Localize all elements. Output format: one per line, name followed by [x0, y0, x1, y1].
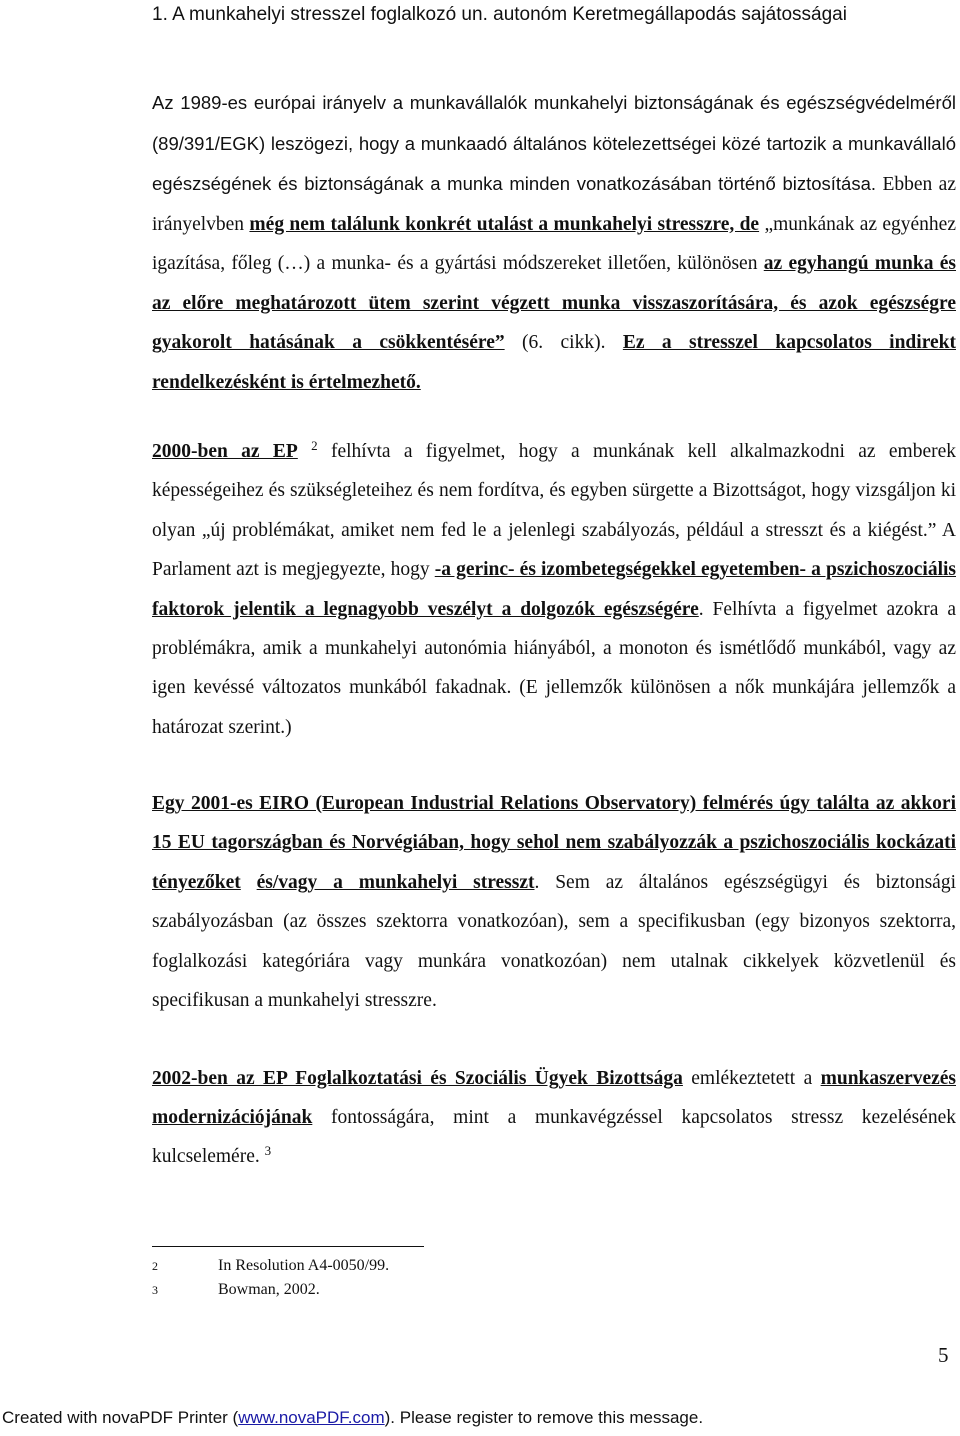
- text-run: felhívta a figyelmet, hogy a munkának kell alkalmazkodni az emberek képességeihez és szükségleteihez és nem fordítva, és egyben sürgette a Bizottságot, hogy vizsgáljon ki olyan „új problémákat, amiket nem fed le a jelenlegi szabályozás, például a stresszt és a kiégést.” A Parlament azt is megjegyezte, hogy: [152, 441, 957, 581]
- footnote-ref: 3: [264, 1143, 272, 1158]
- footnote-text: Bowman, 2002.: [218, 1281, 320, 1298]
- text-run: [241, 872, 257, 893]
- novapdf-banner: [2, 1408, 703, 1428]
- text-run: „munkának az egyénhez igazítása, főleg (…) a munka- és a gyártási módszereket illetően, különösen: [152, 213, 956, 274]
- underlined-bold-text: Egy 2001-es EIRO (European Industrial Relations Observatory) felmérés úgy találta az akkori 15 EU tagországban és Norvégiában, hogy sehol nem szabályozzák a pszichoszociális kockázati tényezőket: [152, 793, 956, 893]
- underlined-bold-text: Ez a stresszel kapcsolatos indirekt rendelkezésként is értelmezhető.: [152, 332, 956, 393]
- footnote-number: 3: [152, 1283, 158, 1297]
- text-run: Ebben az irányelvben: [152, 174, 956, 235]
- underlined-bold-text: 2002-ben az EP Foglalkoztatási és Szociális Ügyek Bizottsága: [152, 1068, 683, 1089]
- underlined-bold-text: -a gerinc- és izombetegségekkel egyetemben- a pszichoszociális faktorok jelentik a legnagyobb veszélyt a dolgozók egészségére: [152, 559, 956, 620]
- paragraph-1: [152, 83, 956, 402]
- text-run: emlékeztetett a: [682, 1068, 821, 1089]
- banner-prefix: Created with novaPDF Printer (: [2, 1408, 239, 1427]
- footnote: [152, 1256, 389, 1276]
- underlined-bold-text: 2000-ben az EP: [152, 441, 298, 462]
- paragraph-2: [152, 432, 956, 747]
- underlined-bold-text: még nem találunk konkrét utalást a munkahelyi stresszre, de: [249, 213, 760, 235]
- paragraph-3: [152, 784, 956, 1020]
- banner-suffix: ). Please register to remove this message.: [384, 1408, 704, 1427]
- section-heading: 1. A munkahelyi stresszel foglalkozó un. autonóm Keretmegállapodás sajátosságai: [152, 4, 847, 25]
- underlined-bold-text: és/vagy a munkahelyi stresszt: [256, 871, 535, 893]
- footnote-divider: [152, 1246, 424, 1247]
- footnote-number: 2: [152, 1259, 158, 1273]
- page-number: 5: [938, 1343, 949, 1367]
- underlined-bold-text: az egyhangú munka és az előre meghatározott ütem szerint végzett munka visszaszorítására, és azok egészségre gyakorolt hatásának a csökkentésére”: [152, 253, 956, 353]
- paragraph-4: [152, 1059, 956, 1176]
- footnote-text: In Resolution A4-0050/99.: [218, 1257, 390, 1274]
- footnote-ref: 2: [311, 438, 318, 453]
- underlined-bold-text: munkaszervezés modernizációjának: [152, 1068, 956, 1128]
- text-run: fontosságára, mint a munkavégzéssel kapcsolatos stressz kezelésének kulcselemére.: [152, 1107, 956, 1167]
- text-run: . Felhívta a figyelmet azokra a problémákra, amik a munkahelyi autonómia hiányából, a monoton és ismétlődő munkából, vagy az igen kevéssé változatos munkából fakadnak. (E jellemzők különösen a nők munkájára jellemzők a határozat szerint.): [152, 598, 956, 738]
- novapdf-link[interactable]: www.novaPDF.com: [238, 1408, 385, 1427]
- paragraph-1-intro: Az 1989-es európai irányelv a munkavállalók munkahelyi biztonságának és egészségvédelméről (89/391/EGK) leszögezi, hogy a munkaadó általános kötelezettségei közé tartozik a munkavállaló egészségének és biztonságának a munka minden vonatkozásában történő biztosítása.: [152, 92, 956, 194]
- text-run: (6. cikk).: [504, 332, 623, 353]
- footnote: [152, 1280, 320, 1300]
- text-run: . Sem az általános egészségügyi és biztonsági szabályozásban (az összes szektorra vonatkozóan), sem a specifikusban (egy bizonyos szektorra, foglalkozási kategóriára vagy munkára vonatkozóan) nem utalnak cikkelyek közvetlenül és specifikusan a munkahelyi stresszre.: [152, 871, 956, 1012]
